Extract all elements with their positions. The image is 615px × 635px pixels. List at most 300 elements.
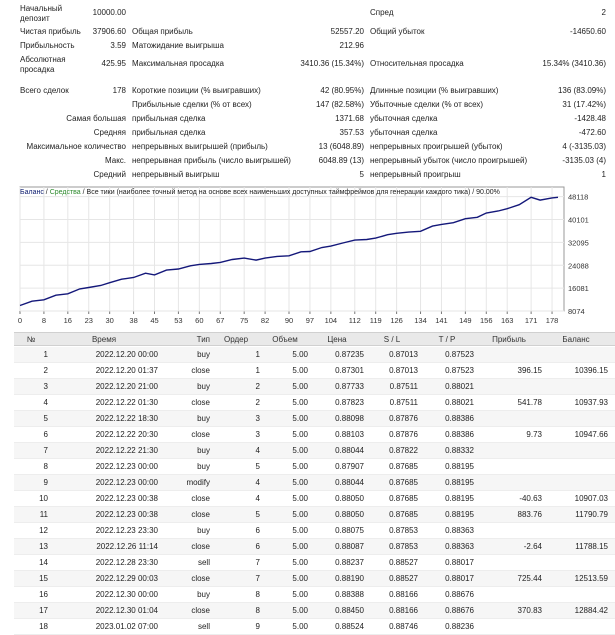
cell-type: buy [197,462,210,471]
cell-balance: 11788.15 [575,542,608,551]
max-cons-wins-label: непрерывных выигрышей (прибыль) [132,142,268,151]
cell-order: 2 [255,382,260,391]
cell-volume: 5.00 [292,430,308,439]
cell-tp: 0.88386 [445,430,474,439]
cell-type: close [191,510,210,519]
balance-chart-svg [16,185,608,328]
cell-sl: 0.87876 [389,430,418,439]
cell-time: 2023.01.02 07:00 [95,622,158,631]
max-cons-wins-value: 13 (6048.89) [318,142,364,151]
x-tick-label: 67 [216,316,225,325]
cell-balance: 10396.15 [574,366,608,375]
cell-price: 0.88044 [335,446,364,455]
balance-chart [16,185,608,328]
cell-tp: 0.88332 [445,446,474,455]
cell-type: sell [197,558,210,567]
y-tick-label: 24088 [568,261,589,271]
cell-order: 7 [255,574,260,583]
cell-number: 13 [39,542,48,551]
header-col-type[interactable]: Тип [196,334,210,344]
cell-order: 3 [255,430,260,439]
cell-time: 2022.12.28 23:30 [95,558,158,567]
cell-order: 5 [255,510,260,519]
cell-volume: 5.00 [292,462,308,471]
cell-tp: 0.88363 [445,526,474,535]
cell-sl: 0.87511 [389,398,418,407]
total-trades-value: 178 [112,86,126,95]
cell-volume: 5.00 [292,558,308,567]
cell-sl: 0.88166 [389,590,418,599]
header-col-order[interactable]: Ордер [223,334,249,344]
y-tick-label: 40101 [568,215,589,225]
cell-tp: 0.88363 [445,542,474,551]
cell-time: 2022.12.30 00:00 [95,590,158,599]
cell-price: 0.87235 [335,350,364,359]
cell-balance [544,459,608,474]
gross-profit-value: 52557.20 [330,27,364,36]
cell-price: 0.88050 [335,494,364,503]
maximum-group-label: Максимальное количество [26,142,126,151]
y-tick-label: 8074 [568,307,585,316]
gross-loss-label: Общий убыток [370,27,425,36]
avg-profit-value: 357.53 [339,128,364,137]
cell-sl: 0.87853 [389,526,418,535]
header-col-sl[interactable]: S / L [383,334,401,344]
cell-volume: 5.00 [292,494,308,503]
table-row[interactable] [14,475,615,491]
cell-time: 2022.12.23 00:00 [95,478,158,487]
x-tick-label: 134 [414,316,427,325]
cell-profit: 370.83 [517,606,542,615]
plot-area [20,187,564,311]
cell-type: modify [186,478,210,487]
cell-price: 0.87907 [335,462,364,471]
y-tick-label: 16081 [568,284,589,294]
cell-order: 2 [255,398,260,407]
cell-time: 2022.12.22 21:30 [95,446,158,455]
cell-profit: -40.63 [519,494,542,503]
avg-profit-label: прибыльная сделка [132,128,206,137]
gross-profit-label: Общая прибыль [132,27,193,36]
cell-time: 2022.12.29 00:03 [95,574,158,583]
cell-tp: 0.88195 [445,462,474,471]
cell-order: 1 [255,366,260,375]
table-row[interactable] [14,491,615,507]
header-col-time[interactable]: Время [91,334,117,344]
x-tick-label: 45 [150,316,159,325]
net-profit-label: Чистая прибыль [20,27,81,36]
cell-profit: 541.78 [517,398,542,407]
cell-time: 2022.12.23 23:30 [95,526,158,535]
cell-price: 0.88388 [335,590,364,599]
cell-price: 0.88237 [335,558,364,567]
max-drawdown-value: 3410.36 (15.34%) [300,59,364,68]
initial-deposit-label: Начальный депозит [20,4,63,23]
cell-sl: 0.88166 [389,606,418,615]
cell-order: 4 [255,478,260,487]
rel-drawdown-label: Относительная просадка [370,59,464,68]
cell-price: 0.87301 [335,366,364,375]
table-row[interactable] [14,379,615,395]
cell-tp: 0.88195 [445,510,474,519]
cell-profit: 9.73 [526,430,542,439]
cell-time: 2022.12.23 00:38 [95,510,158,519]
cell-number: 11 [39,510,48,519]
cell-profit: 883.76 [517,510,542,519]
cell-price: 0.88103 [335,430,364,439]
cell-time: 2022.12.22 01:30 [95,398,158,407]
cell-number: 14 [39,558,48,567]
cell-number: 16 [39,590,48,599]
x-tick-label: 75 [240,316,249,325]
cell-order: 3 [255,414,260,423]
cell-sl: 0.87013 [389,350,418,359]
cell-number: 2 [43,366,48,375]
cell-type: buy [197,382,210,391]
cell-type: buy [197,350,210,359]
cell-number: 6 [43,430,48,439]
abs-drawdown-value: 425.95 [101,59,126,68]
cell-time: 2022.12.30 01:04 [95,606,158,615]
largest-profit-value: 1371.68 [335,114,364,123]
avg-cons-losses-label: непрерывный проигрыш [370,170,461,179]
x-tick-label: 126 [390,316,403,325]
cell-tp: 0.88017 [445,574,474,583]
x-tick-label: 38 [129,316,138,325]
cell-profit [476,459,542,474]
table-row[interactable] [14,555,615,571]
x-tick-label: 112 [348,316,361,325]
cell-time: 2022.12.20 21:00 [95,382,158,391]
cell-type: sell [197,622,210,631]
table-row[interactable] [14,523,615,539]
cell-balance [544,379,608,394]
avg-cons-wins-label: непрерывный выигрыш [132,170,220,179]
cell-balance [544,619,608,634]
cell-time: 2022.12.20 00:00 [95,350,158,359]
cell-order: 6 [255,542,260,551]
profit-trades-label: Прибыльные сделки (% от всех) [132,100,252,109]
table-row[interactable] [14,603,615,619]
cell-sl: 0.88527 [389,574,418,583]
x-tick-label: 82 [260,316,270,325]
x-tick-label: 171 [524,316,538,325]
cell-volume: 5.00 [292,382,308,391]
expected-payoff-value: 212.96 [339,41,364,50]
x-tick-label: 149 [459,316,472,325]
cell-balance: 10907.03 [574,494,608,503]
loss-trades-value: 31 (17.42%) [562,100,606,109]
long-positions-value: 136 (83.09%) [557,86,606,95]
cell-tp: 0.88195 [445,494,474,503]
cell-profit: 396.15 [517,366,542,375]
cell-price: 0.88050 [335,510,364,519]
cell-price: 0.88098 [335,414,364,423]
long-positions-label: Длинные позиции (% выигравших) [370,86,499,95]
cell-profit [476,555,542,570]
cell-type: close [191,542,210,551]
abs-drawdown-label: Абсолютная просадка [20,55,66,74]
cell-volume: 5.00 [292,542,308,551]
cell-order: 4 [255,446,260,455]
cell-sl: 0.88527 [389,558,418,567]
x-tick-label: 8 [41,316,46,325]
cell-profit: -2.64 [523,542,542,551]
max-drawdown-label: Максимальная просадка [132,59,224,68]
x-tick-label: 30 [105,316,114,325]
cell-sl: 0.87511 [389,382,418,391]
cell-sl: 0.88746 [389,622,418,631]
cell-number: 3 [43,382,48,391]
avg-loss-label: убыточная сделка [370,128,438,137]
cell-type: buy [197,526,210,535]
cell-order: 8 [255,606,260,615]
cell-volume: 5.00 [292,446,308,455]
cell-order: 7 [255,558,260,567]
x-tick-label: 60 [195,316,204,325]
cell-balance [544,411,608,426]
avg-cons-wins-value: 5 [359,170,364,179]
cell-price: 0.88450 [335,606,364,615]
table-row[interactable] [14,363,615,379]
cell-tp: 0.87523 [445,350,474,359]
cell-profit [476,347,542,362]
cell-price: 0.88044 [335,478,364,487]
largest-loss-label: убыточная сделка [370,114,438,123]
cell-type: close [191,494,210,503]
total-trades-label: Всего сделок [20,86,69,95]
header-col-tp[interactable]: T / P [438,334,456,344]
cell-price: 0.87823 [335,398,364,407]
cell-number: 1 [43,350,48,359]
chart-legend [20,188,500,197]
short-positions-value: 42 (80.95%) [320,86,364,95]
table-row[interactable] [14,443,615,459]
spread-label: Спред [370,8,394,17]
max-cons-loss-value: -3135.03 (4) [562,156,606,165]
table-row[interactable] [14,427,615,443]
cell-profit [476,619,542,634]
cell-balance: 10937.93 [574,398,608,407]
table-row[interactable] [14,395,615,411]
cell-price: 0.88524 [335,622,364,631]
x-tick-label: 156 [480,316,493,325]
cell-price: 0.88075 [335,526,364,535]
profit-factor-label: Прибыльность [20,41,75,50]
rel-drawdown-value: 15.34% (3410.36) [542,59,606,68]
x-tick-label: 53 [174,316,183,325]
table-row[interactable] [14,619,615,635]
cell-type: buy [197,414,210,423]
cell-profit [476,379,542,394]
cell-order: 5 [255,462,260,471]
cell-sl: 0.87853 [389,542,418,551]
cell-volume: 5.00 [292,414,308,423]
cell-volume: 5.00 [292,622,308,631]
table-row[interactable] [14,539,615,555]
largest-profit-label: прибыльная сделка [132,114,206,123]
cell-number: 9 [43,478,48,487]
largest-group-label: Самая большая [66,114,126,123]
spread-value: 2 [601,8,606,17]
cell-profit [476,587,542,602]
cell-balance [544,587,608,602]
cell-tp: 0.88021 [445,398,474,407]
table-row[interactable] [14,587,615,603]
cell-type: buy [197,590,210,599]
cell-tp: 0.88676 [445,606,474,615]
cell-sl: 0.87822 [389,446,418,455]
cell-sl: 0.87013 [389,366,418,375]
cell-balance [544,555,608,570]
x-tick-label: 90 [284,316,294,325]
cell-type: close [191,366,210,375]
x-tick-label: 23 [84,316,93,325]
cell-number: 5 [43,414,48,423]
cell-sl: 0.87685 [389,462,418,471]
cell-profit: 725.44 [517,574,542,583]
cell-tp: 0.88195 [445,478,474,487]
cell-volume: 5.00 [292,590,308,599]
cell-tp: 0.88236 [445,622,474,631]
initial-deposit-value: 10000.00 [92,8,126,17]
cell-number: 7 [43,446,48,455]
summary-stats [0,0,615,182]
cell-balance: 11790.79 [575,510,608,519]
cell-number: 8 [43,462,48,471]
table-row[interactable] [14,411,615,427]
cell-number: 10 [39,494,48,503]
x-tick-label: 97 [305,316,315,325]
header-col-number[interactable]: № [26,334,36,344]
profit-factor-value: 3.59 [110,41,126,50]
cell-time: 2022.12.23 00:00 [95,462,158,471]
cell-volume: 5.00 [292,478,308,487]
header-col-profit[interactable]: Прибыль [492,334,526,344]
cell-sl: 0.87685 [389,494,418,503]
cell-order: 6 [255,526,260,535]
cell-tp: 0.88021 [445,382,474,391]
x-tick-label: 141 [435,316,448,325]
cell-balance [544,523,608,538]
cell-type: close [191,606,210,615]
cell-time: 2022.12.23 00:38 [95,494,158,503]
cell-balance: 10947.66 [574,430,608,439]
max-cons-profit-value: 6048.89 (13) [318,156,364,165]
cell-profit [476,523,542,538]
average2-group-label: Средний [93,170,126,179]
cell-price: 0.87733 [335,382,364,391]
avg-loss-value: -472.60 [578,128,606,137]
cell-sl: 0.87685 [389,478,418,487]
cell-price: 0.88190 [335,574,364,583]
cell-volume: 5.00 [292,526,308,535]
maximal-group-label: Макс. [104,156,126,165]
cell-sl: 0.87876 [389,414,418,423]
cell-sl: 0.87685 [389,510,418,519]
table-row[interactable] [14,347,615,363]
largest-loss-value: -1428.48 [574,114,606,123]
cell-tp: 0.87523 [445,366,474,375]
x-tick-label: 16 [63,316,72,325]
cell-volume: 5.00 [292,350,308,359]
cell-balance [544,475,608,490]
cell-time: 2022.12.20 01:37 [95,366,158,375]
cell-price: 0.88087 [335,542,364,551]
net-profit-value: 37906.60 [92,27,126,36]
legend-equity: Средства [49,189,81,196]
x-tick-label: 163 [500,316,514,325]
gross-loss-value: -14650.60 [569,27,606,36]
header-col-price[interactable]: Цена [327,334,347,344]
cell-time: 2022.12.26 11:14 [96,542,158,551]
max-cons-losses-value: 4 (-3135.03) [562,142,606,151]
average-group-label: Средняя [93,128,126,137]
cell-number: 17 [39,606,48,615]
cell-time: 2022.12.22 18:30 [95,414,158,423]
short-positions-label: Короткие позиции (% выигравших) [132,86,261,95]
cell-order: 8 [255,590,260,599]
cell-type: close [191,398,210,407]
max-cons-loss-label: непрерывный убыток (число проигрышей) [370,156,528,165]
cell-volume: 5.00 [292,606,308,615]
cell-order: 4 [255,494,260,503]
cell-balance: 12513.59 [574,574,608,583]
table-row[interactable] [14,459,615,475]
cell-volume: 5.00 [292,574,308,583]
table-row[interactable] [14,571,615,587]
loss-trades-label: Убыточные сделки (% от всех) [370,100,484,109]
cell-balance [544,347,608,362]
cell-profit [476,443,542,458]
cell-order: 9 [255,622,260,631]
y-tick-label: 48118 [568,192,589,202]
cell-profit [476,411,542,426]
profit-trades-value: 147 (82.58%) [315,100,364,109]
header-col-balance[interactable]: Баланс [562,334,590,344]
legend-balance: Баланс [20,189,44,196]
cell-balance: 12884.42 [574,606,608,615]
expected-payoff-label: Матожидание выигрыша [132,41,224,50]
max-cons-losses-label: непрерывных проигрышей (убыток) [370,142,503,151]
y-tick-label: 32095 [568,238,589,248]
legend-model-text: / Все тики (наиболее точный метод на основе всех наименьших доступных таймфреймов для генерации каждого тика) / 90.00% [80,189,500,196]
cell-time: 2022.12.22 20:30 [95,430,158,439]
cell-type: close [191,574,210,583]
cell-type: close [191,430,210,439]
cell-profit [476,475,542,490]
legend-separator: / [43,189,50,196]
x-tick-label: 104 [324,316,338,325]
cell-number: 18 [39,622,48,631]
cell-tp: 0.88386 [445,414,474,423]
cell-number: 12 [39,526,48,535]
cell-order: 1 [255,350,260,359]
header-col-volume[interactable]: Объем [272,334,298,344]
cell-volume: 5.00 [292,398,308,407]
cell-volume: 5.00 [292,366,308,375]
cell-volume: 5.00 [292,510,308,519]
x-tick-label: 0 [17,316,23,325]
cell-type: buy [197,446,210,455]
x-tick-label: 178 [545,316,559,325]
cell-tp: 0.88017 [445,558,474,567]
table-row[interactable] [14,507,615,523]
table-header [14,332,615,346]
cell-number: 4 [43,398,48,407]
avg-cons-losses-value: 1 [601,170,606,179]
max-cons-profit-label: непрерывная прибыль (число выигрышей) [132,156,291,165]
